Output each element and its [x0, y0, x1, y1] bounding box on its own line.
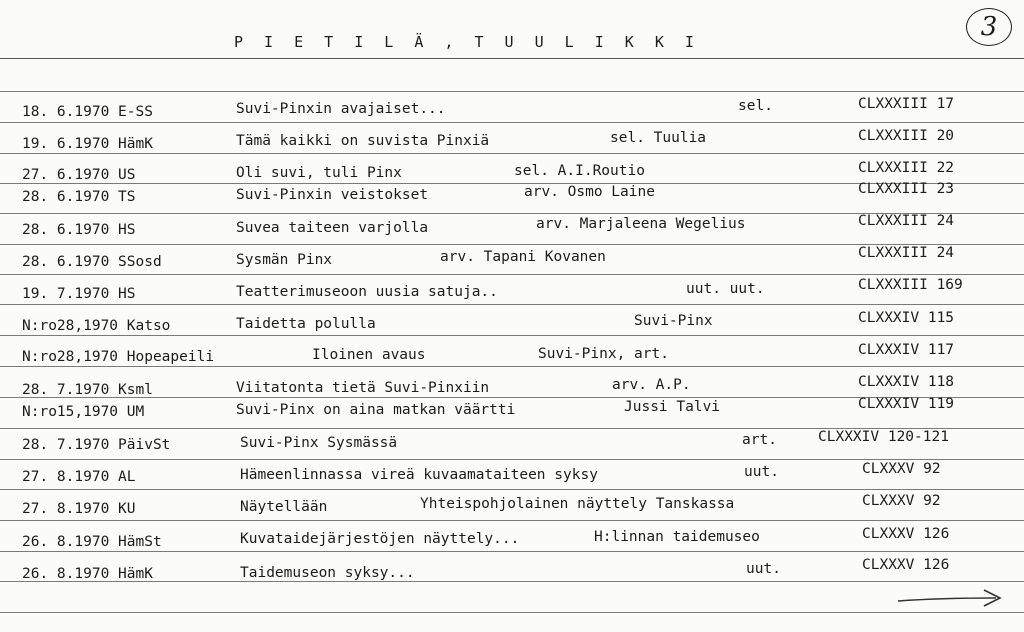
entry-title: Suvi-Pinx Sysmässä	[240, 435, 398, 451]
ruled-line	[0, 581, 1024, 582]
entry-note: sel.	[738, 98, 773, 114]
entry-note: Jussi Talvi	[624, 399, 721, 415]
entry-date-source: 28. 7.1970 Ksml	[22, 382, 153, 398]
entry-note: sel. A.I.Routio	[514, 163, 645, 179]
entry-ref: CLXXXV 92	[862, 461, 941, 477]
entry-ref: CLXXXIII 23	[858, 181, 955, 197]
ruled-line	[0, 335, 1024, 336]
entry-ref: CLXXXV 126	[862, 557, 950, 573]
entry-note: uut.	[746, 561, 781, 577]
entry-ref: CLXXXIV 119	[858, 396, 955, 412]
entry-date-source: N:ro15,1970 UM	[22, 404, 145, 420]
entry-title: Iloinen avaus	[312, 347, 426, 363]
entry-title: Suvi-Pinxin avajaiset...	[236, 101, 446, 117]
ruled-line	[0, 153, 1024, 154]
page-number-circle: 3	[966, 8, 1012, 46]
entry-ref: CLXXXIV 118	[858, 374, 955, 390]
entry-date-source: 18. 6.1970 E-SS	[22, 104, 153, 120]
entry-title: Taidetta polulla	[236, 316, 376, 332]
entry-date-source: 28. 6.1970 SSosd	[22, 254, 162, 270]
entry-note: uut.	[744, 464, 779, 480]
entry-title: Suvi-Pinxin veistokset	[236, 187, 429, 203]
entry-note: Suvi-Pinx	[634, 313, 713, 329]
ruled-line	[0, 366, 1024, 367]
entry-title: Suvi-Pinx on aina matkan väärtti	[236, 402, 516, 418]
entry-date-source: N:ro28,1970 Katso	[22, 318, 171, 334]
ruled-line	[0, 489, 1024, 490]
entry-title: Hämeenlinnassa vireä kuvaamataiteen syksy	[240, 467, 598, 483]
entry-ref: CLXXXIII 169	[858, 277, 963, 293]
ruled-line	[0, 122, 1024, 123]
entry-ref: CLXXXIII 20	[858, 128, 955, 144]
entry-note: arv. Marjaleena Wegelius	[536, 216, 746, 232]
entry-date-source: 27. 6.1970 US	[22, 167, 136, 183]
entry-note: arv. Osmo Laine	[524, 184, 655, 200]
entry-note: art.	[742, 432, 777, 448]
entry-ref: CLXXXV 126	[862, 526, 950, 542]
entry-date-source: 26. 8.1970 HämSt	[22, 534, 162, 550]
entry-ref: CLXXXIII 22	[858, 160, 955, 176]
entry-note: uut. uut.	[686, 281, 765, 297]
ruled-line	[0, 612, 1024, 613]
entry-date-source: 26. 8.1970 HämK	[22, 566, 153, 582]
card-header-name: P I E T I L Ä , T U U L I K K I	[234, 33, 700, 51]
entry-ref: CLXXXIII 17	[858, 96, 955, 112]
entry-date-source: 27. 8.1970 KU	[22, 501, 136, 517]
entry-ref: CLXXXV 92	[862, 493, 941, 509]
entry-date-source: 28. 6.1970 HS	[22, 222, 136, 238]
ruled-line	[0, 520, 1024, 521]
entry-date-source: 27. 8.1970 AL	[22, 469, 136, 485]
entry-ref: CLXXXIV 115	[858, 310, 955, 326]
entry-title: Taidemuseon syksy...	[240, 565, 415, 581]
entry-ref: CLXXXIII 24	[858, 213, 955, 229]
entry-title: Suvea taiteen varjolla	[236, 220, 429, 236]
ruled-line	[0, 274, 1024, 275]
entry-date-source: N:ro28,1970 Hopeapeili	[22, 349, 215, 365]
entry-ref: CLXXXIV 117	[858, 342, 955, 358]
entry-date-source: 19. 6.1970 HämK	[22, 136, 153, 152]
entry-note: H:linnan taidemuseo	[594, 529, 760, 545]
entry-date-source: 28. 6.1970 TS	[22, 189, 136, 205]
entry-note: Yhteispohjolainen näyttely Tanskassa	[420, 496, 735, 512]
entry-note: arv. Tapani Kovanen	[440, 249, 606, 265]
ruled-line	[0, 91, 1024, 92]
ruled-line	[0, 551, 1024, 552]
entry-ref: CLXXXIII 24	[858, 245, 955, 261]
header-rule	[0, 58, 1024, 59]
ruled-line	[0, 304, 1024, 305]
entry-title: Oli suvi, tuli Pinx	[236, 165, 402, 181]
entry-title: Kuvataidejärjestöjen näyttely...	[240, 531, 520, 547]
entry-title: Näytellään	[240, 499, 328, 515]
entry-title: Teatterimuseoon uusia satuja..	[236, 284, 498, 300]
entry-title: Sysmän Pinx	[236, 252, 333, 268]
entry-title: Viitatonta tietä Suvi-Pinxiin	[236, 380, 490, 396]
entry-date-source: 28. 7.1970 PäivSt	[22, 437, 171, 453]
entry-date-source: 19. 7.1970 HS	[22, 286, 136, 302]
entry-ref: CLXXXIV 120-121	[818, 429, 949, 445]
entry-title: Tämä kaikki on suvista Pinxiä	[236, 133, 490, 149]
entry-note: Suvi-Pinx, art.	[538, 346, 669, 362]
entry-note: arv. A.P.	[612, 377, 691, 393]
entry-note: sel. Tuulia	[610, 130, 707, 146]
continuation-arrow-icon	[896, 584, 1004, 610]
